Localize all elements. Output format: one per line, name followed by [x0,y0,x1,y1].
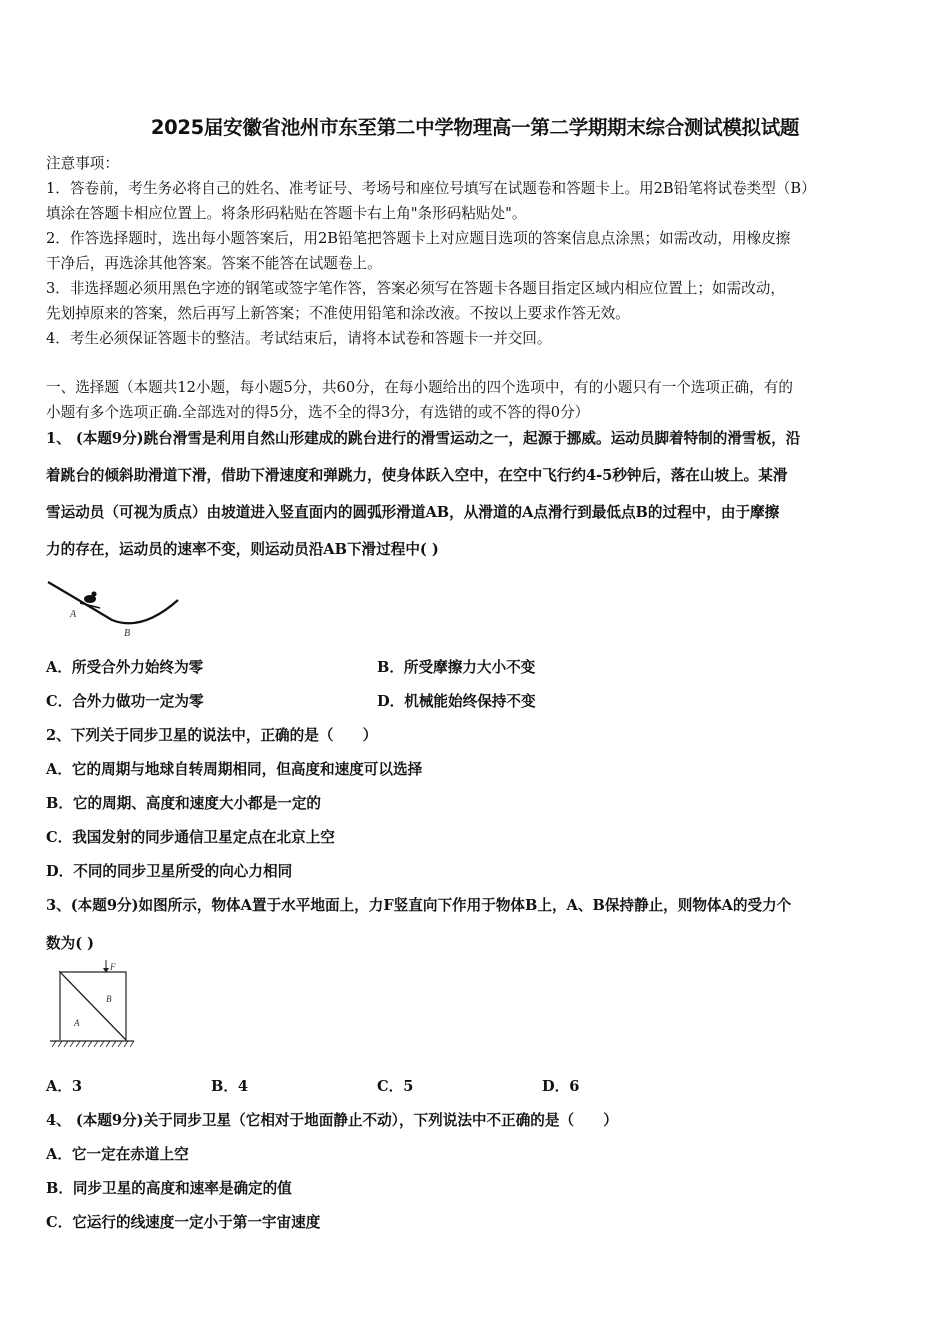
arc-track [48,582,178,623]
point-a-label: A [70,609,77,620]
q3-option-d: D．6 [542,1078,580,1095]
notice-line: 填涂在答题卡相应位置上。将条形码粘贴在答题卡右上角"条形码粘贴处"。 [46,205,527,222]
section-heading: 一、选择题（本题共12小题，每小题5分，共60分，在每小题给出的四个选项中，有的小题只有一个选项正确，有的 [46,379,793,396]
block-a-label: A [74,1018,80,1028]
q2-option-d: D．不同的同步卫星所受的向心力相同 [46,863,293,880]
q1-stem-line: 着跳台的倾斜助滑道下滑，借助下滑速度和弹跳力，使身体跃入空中，在空中飞行约4-5秒钟后，落在山坡上。某滑 [46,467,788,484]
q2-option-c: C．我国发射的同步通信卫星定点在北京上空 [46,829,335,846]
q3-option-c: C．5 [377,1078,414,1095]
q4-option-b: B．同步卫星的高度和速率是确定的值 [46,1180,292,1197]
skier-icon [80,591,100,608]
q1-option-c: C．合外力做功一定为零 [46,693,204,710]
ground-hatching [52,1041,134,1047]
q4-option-a: A．它一定在赤道上空 [46,1146,189,1163]
q1-stem-line: 1、 (本题9分)跳台滑雪是利用自然山形建成的跳台进行的滑雪运动之一，起源于挪威。运动员脚着特制的滑雪板，沿 [46,430,801,447]
q2-option-a: A．它的周期与地球自转周期相同，但高度和速度可以选择 [46,761,423,778]
q2-stem: 2、下列关于同步卫星的说法中，正确的是（ ） [46,727,378,744]
notice-line: 干净后，再选涂其他答案。答案不能答在试题卷上。 [46,255,382,272]
q2-option-b: B．它的周期、高度和速度大小都是一定的 [46,795,322,812]
q3-stem-line: 3、(本题9分)如图所示，物体A置于水平地面上，力F竖直向下作用于物体B上，A、B保持静止，则物体A的受力个 [46,897,792,914]
q1-stem-line: 雪运动员（可视为质点）由坡道进入竖直面内的圆弧形滑道AB，从滑道的A点滑行到最低点B的过程中，由于摩擦 [46,504,780,521]
q1-option-a: A．所受合外力始终为零 [46,659,204,676]
q3-stem-line: 数为( ) [46,935,95,952]
block-b-label: B [106,994,112,1004]
notice-line: 3．非选择题必须用黑色字迹的钢笔或签字笔作答，答案必须写在答题卡各题目指定区域内相应位置上；如需改动， [46,280,785,297]
notice-heading: 注意事项： [46,155,119,172]
page-title: 2025届安徽省池州市东至第二中学物理高一第二学期期末综合测试模拟试题 [150,116,800,139]
force-f-label: F [110,962,116,972]
notice-line: 4．考生必须保证答题卡的整洁。考试结束后，请将本试卷和答题卡一并交回。 [46,330,552,347]
q4-stem: 4、 (本题9分)关于同步卫星（它相对于地面静止不动），下列说法中不正确的是（ ） [46,1112,618,1129]
q3-option-b: B．4 [211,1078,249,1095]
notice-line: 1．答卷前，考生务必将自己的姓名、准考证号、考场号和座位号填写在试题卷和答题卡上。用2B铅笔将试卷类型（B） [46,180,816,197]
q1-ski-arc-figure [42,572,192,642]
section-heading: 小题有多个选项正确.全部选对的得5分，选不全的得3分，有选错的或不答的得0分） [46,404,590,421]
notice-line: 先划掉原来的答案，然后再写上新答案；不准使用铅笔和涂改液。不按以上要求作答无效。 [46,305,630,322]
block-b-outline [60,972,126,1040]
notice-line: 2．作答选择题时，选出每小题答案后，用2B铅笔把答题卡上对应题目选项的答案信息点涂黑；如需改动，用橡皮擦 [46,230,791,247]
q3-option-a: A．3 [46,1078,83,1095]
q3-blocks-figure [46,958,138,1050]
point-b-label: B [124,628,131,639]
q1-option-b: B．所受摩擦力大小不变 [377,659,536,676]
q1-stem-line: 力的存在，运动员的速率不变，则运动员沿AB下滑过程中( ) [46,541,439,558]
q4-option-c: C．它运行的线速度一定小于第一宇宙速度 [46,1214,321,1231]
q1-option-d: D．机械能始终保持不变 [377,693,536,710]
